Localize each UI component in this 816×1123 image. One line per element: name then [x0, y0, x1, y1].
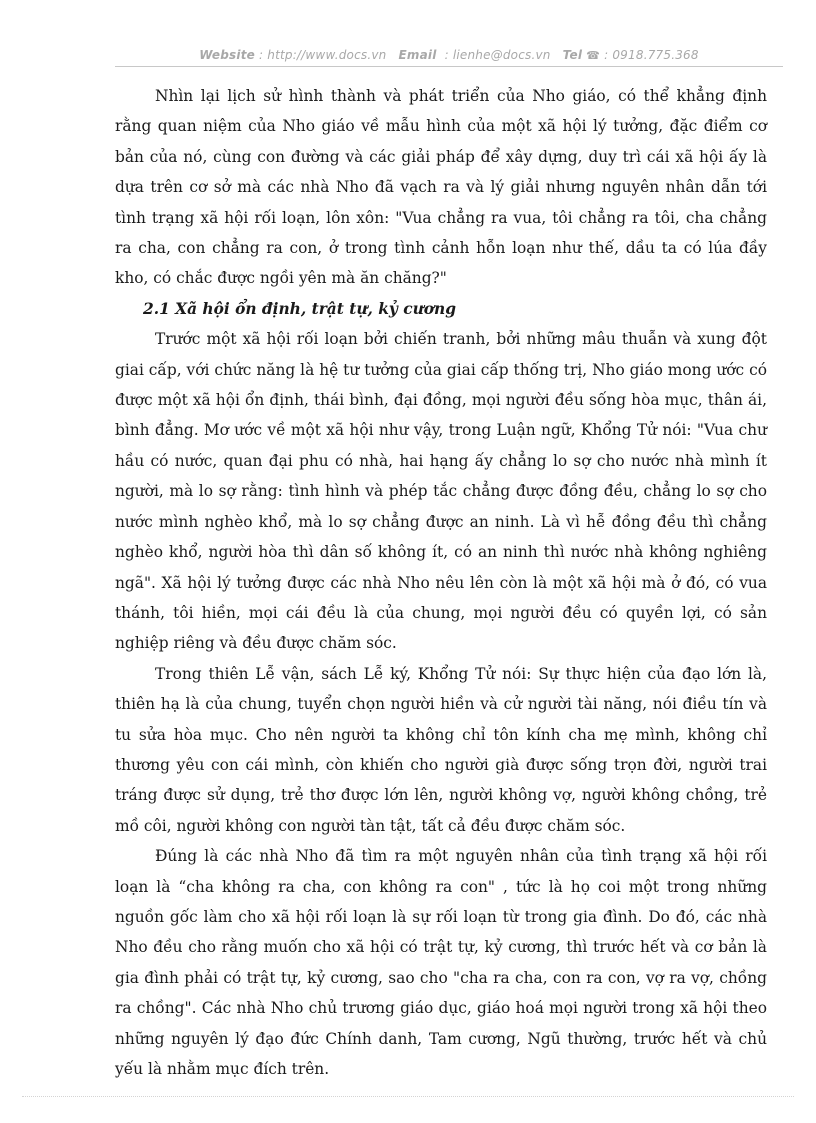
paragraph-intro: Nhìn lại lịch sử hình thành và phát triển của Nho giáo, có thể khẳng định rằng quan niệm của Nho giáo về mẫu hình của một xã hội lý tưởng, đặc điểm cơ bản của nó, cùng con đường và các giải pháp để xây dựng, duy trì cái xã hội ấy là dựa trên cơ sở mà các nhà Nho đã vạch ra và lý giải nhưng nguyên nhân dẫn tới tình trạng xã hội rối loạn, lôn xôn: "Vua chẳng ra vua, tôi chẳng ra tôi, cha chẳng ra cha, con chẳng ra con, ở trong tình cảnh hỗn loạn như thế, dầu ta có lúa đầy kho, có chắc được ngồi yên mà ăn chăng?": [115, 87, 767, 288]
paragraph-ideal-society: Trước một xã hội rối loạn bởi chiến tranh, bởi những mâu thuẫn và xung đột giai cấp, với chức năng là hệ tư tưởng của giai cấp thống trị, Nho giáo mong ước có được một xã hội ổn định, thái bình, đại đồng, mọi người đều sống hòa mục, thân ái, bình đẳng. Mơ ước về một xã hội như vậy, trong Luận ngữ, Khổng Tử nói: "Vua chư hầu có nước, quan đại phu có nhà, hai hạng ấy chẳng lo sợ cho nước nhà mình ít người, mà lo sợ rằng: tình hình và phép tắc chẳng được đồng đều, chẳng lo sợ cho nước mình nghèo khổ, mà lo sợ chẳng được an ninh. Là vì hễ đồng đều thì chẳng nghèo khổ, người hòa thì dân số không ít, có an ninh thì nước nhà không nghiêng ngã". Xã hội lý tưởng được các nhà Nho nêu lên còn là một xã hội mà ở đó, có vua thánh, tôi hiền, mọi cái đều là của chung, mọi người đều có quyền lợi, có sản nghiệp riêng và đều được chăm sóc.: [115, 330, 767, 653]
phone-icon: ☎: [586, 49, 601, 62]
tel-label: Tel: [562, 48, 583, 62]
document-body: [115, 81, 767, 1084]
email-label: Email: [398, 48, 437, 62]
page-header: [115, 48, 783, 62]
website-label: Website: [199, 48, 255, 62]
email-address[interactable]: : lienhe@docs.vn: [444, 48, 551, 62]
paragraph-le-van: Trong thiên Lễ vận, sách Lễ ký, Khổng Tử nói: Sự thực hiện của đạo lớn là, thiên hạ là của chung, tuyển chọn người hiền và cử người tài năng, nói điều tín và tu sửa hòa mục. Cho nên người ta không chỉ tôn kính cha mẹ mình, không chỉ thương yêu con cái mình, còn khiến cho người già được sống trọn đời, người trai tráng được sử dụng, trẻ thơ được lớn lên, người không vợ, người không chồng, trẻ mồ côi, người không con người tàn tật, tất cả đều được chăm sóc.: [115, 664, 767, 835]
header-divider: [115, 66, 783, 67]
footer-divider: [22, 1096, 794, 1097]
website-url[interactable]: : http://www.docs.vn: [259, 48, 387, 62]
tel-number: : 0918.775.368: [604, 48, 699, 62]
section-heading: 2.1 Xã hội ổn định, trật tự, kỷ cương: [143, 299, 456, 318]
paragraph-family-order: Đúng là các nhà Nho đã tìm ra một nguyên nhân của tình trạng xã hội rối loạn là “cha không ra cha, con không ra con" , tức là họ coi một trong những nguồn gốc làm cho xã hội rối loạn là sự rối loạn từ trong gia đình. Do đó, các nhà Nho đều cho rằng muốn cho xã hội có trật tự, kỷ cương, thì trước hết và cơ bản là gia đình phải có trật tự, kỷ cương, sao cho "cha ra cha, con ra con, vợ ra vợ, chồng ra chồng". Các nhà Nho chủ trương giáo dục, giáo hoá mọi người trong xã hội theo những nguyên lý đạo đức Chính danh, Tam cương, Ngũ thường, trước hết và chủ yếu là nhằm mục đích trên.: [115, 847, 767, 1078]
